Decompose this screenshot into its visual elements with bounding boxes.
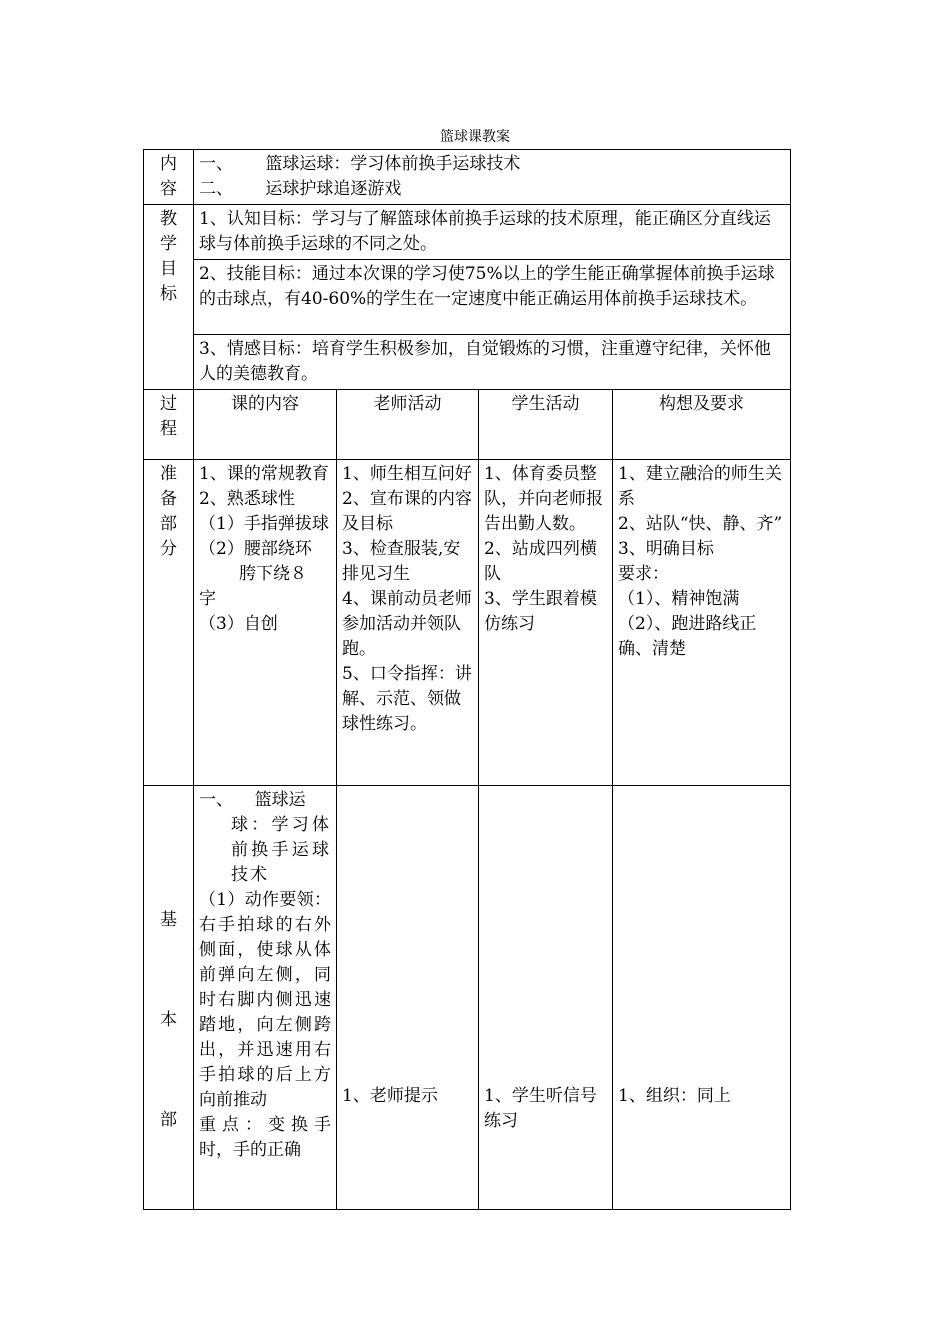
list-item: 3、检查服装,安排见习生 bbox=[342, 539, 461, 584]
basic-plan: 1、组织：同上 bbox=[613, 786, 791, 1210]
list-item: （3）自创 bbox=[199, 614, 278, 634]
col-header-content: 课的内容 bbox=[194, 390, 337, 460]
basic-student: 1、学生听信号练习 bbox=[479, 786, 613, 1210]
content-items bbox=[194, 150, 791, 205]
list-item: 3、明确目标 bbox=[618, 539, 714, 559]
document-title: 篮球课教案 bbox=[440, 129, 510, 145]
process-label: 过 程 bbox=[144, 390, 194, 460]
col-header-teacher: 老师活动 bbox=[337, 390, 479, 460]
list-item: （2）、跑进路线正确、清楚 bbox=[618, 614, 757, 659]
list-item: 2、宣布课的内容及目标 bbox=[342, 489, 472, 534]
prep-content bbox=[194, 460, 337, 786]
prep-student bbox=[479, 460, 613, 786]
list-item: 字 bbox=[199, 589, 216, 609]
key-point: 重点：变换手时，手的正确 bbox=[199, 1115, 331, 1160]
list-item: 1、体育委员整队，并向老师报告出勤人数。 bbox=[484, 464, 603, 534]
list-item: 4、课前动员老师参加活动并领队跑。 bbox=[342, 589, 472, 659]
objective-row-cognitive bbox=[144, 205, 791, 260]
basic-row bbox=[144, 786, 791, 1210]
list-item: 1、师生相互问好 bbox=[342, 464, 472, 484]
list-item: 胯下绕８ bbox=[239, 564, 307, 584]
section-heading: 一、 篮球运 bbox=[199, 790, 306, 810]
content-item: 一、 篮球运球：学习体前换手运球技术 bbox=[199, 154, 521, 174]
list-item: 2、熟悉球性 bbox=[199, 489, 295, 509]
content-item: 二、 运球护球追逐游戏 bbox=[199, 179, 402, 199]
objective-skill: 2、技能目标：通过本次课的学习使75%以上的学生能正确掌握体前换手运球的击球点，有40-60%的学生在一定速度中能正确运用体前换手运球技术。 bbox=[194, 260, 791, 335]
col-header-plan: 构想及要求 bbox=[613, 390, 791, 460]
objectives-label: 教 学 目 标 bbox=[144, 205, 194, 390]
list-item: 2、站队“快、静、齐” bbox=[618, 514, 783, 534]
action-essentials: （1）动作要领：右手拍球的右外侧面，使球从体前弹向左侧，同时右脚内侧迅速踏地，向左侧跨出，并迅速用右手拍球的后上方向前推动 bbox=[199, 890, 331, 1110]
list-item: （1）、精神饱满 bbox=[618, 589, 740, 609]
list-item: 3、学生跟着模仿练习 bbox=[484, 589, 597, 634]
lesson-plan-table bbox=[143, 149, 791, 1210]
process-header-row bbox=[144, 390, 791, 460]
basic-content bbox=[194, 786, 337, 1210]
objective-row-skill bbox=[144, 260, 791, 335]
prep-teacher bbox=[337, 460, 479, 786]
list-item: （1）手指弹拔球 bbox=[199, 514, 329, 534]
list-item: 2、站成四列横队 bbox=[484, 539, 597, 584]
list-item: 要求： bbox=[618, 564, 669, 584]
section-heading-cont: 球：学习体前换手运球技术 bbox=[231, 815, 331, 885]
objective-row-affective bbox=[144, 335, 791, 390]
basic-teacher: 1、老师提示 bbox=[337, 786, 479, 1210]
prep-plan bbox=[613, 460, 791, 786]
prep-label: 准 备 部 分 bbox=[144, 460, 194, 786]
list-item: 1、建立融洽的师生关系 bbox=[618, 464, 782, 509]
prep-row bbox=[144, 460, 791, 786]
content-label: 内 容 bbox=[144, 150, 194, 205]
objective-affective: 3、情感目标：培育学生积极参加，自觉锻炼的习惯，注重遵守纪律，关怀他人的美德教育。 bbox=[194, 335, 791, 390]
objective-cognitive: 1、认知目标：学习与了解篮球体前换手运球的技术原理，能正确区分直线运球与体前换手运球的不同之处。 bbox=[194, 205, 791, 260]
list-item: （2）腰部绕环 bbox=[199, 539, 312, 559]
basic-label: 基 本 部 bbox=[144, 786, 194, 1210]
content-row bbox=[144, 150, 791, 205]
col-header-student: 学生活动 bbox=[479, 390, 613, 460]
list-item: 5、口令指挥：讲解、示范、领做球性练习。 bbox=[342, 664, 472, 734]
list-item: 1、课的常规教育 bbox=[199, 464, 329, 484]
